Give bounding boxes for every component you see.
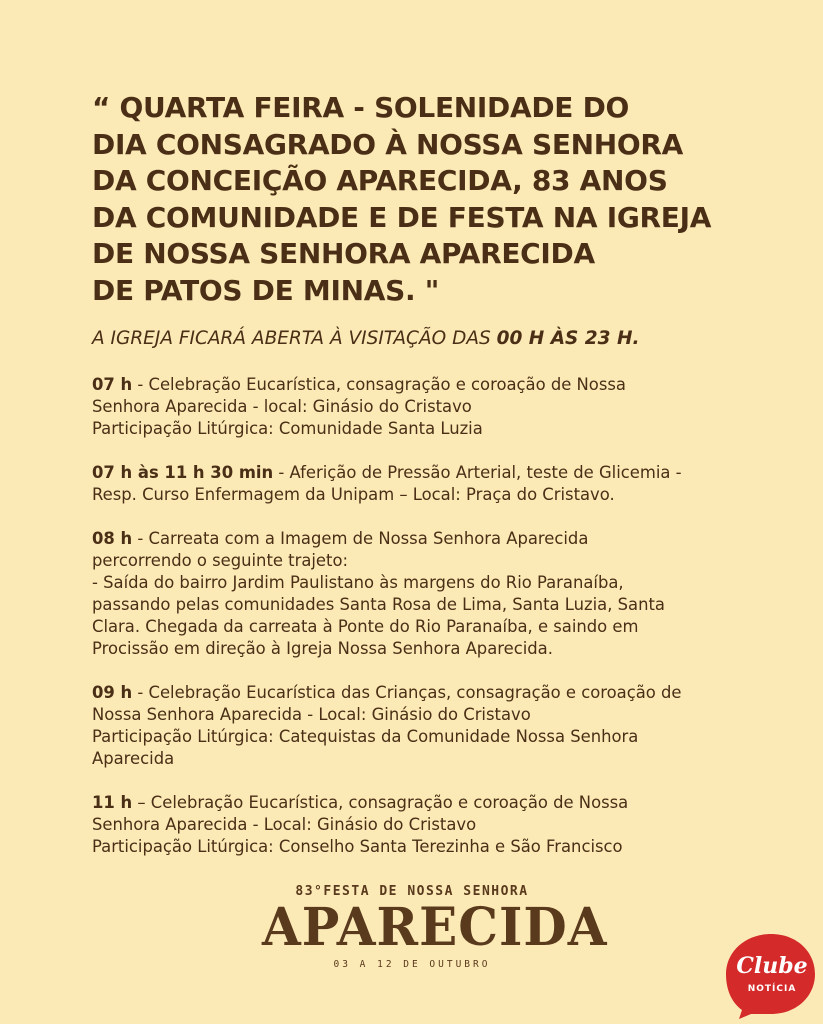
- schedule-item: [92, 528, 772, 660]
- visiting-hours-text: A IGREJA FICARÁ ABERTA À VISITAÇÃO DAS: [92, 328, 497, 349]
- event-text: percorrendo o seguinte trajeto:: [92, 551, 348, 570]
- event-text: - Celebração Eucarística, consagração e coroação de Nossa: [132, 375, 626, 394]
- schedule-item: [92, 792, 772, 858]
- event-text: Participação Litúrgica: Catequistas da Comunidade Nossa Senhora: [92, 727, 639, 746]
- event-time: 11 h: [92, 793, 133, 812]
- headline-line: DA COMUNIDADE E DE FESTA NA IGREJA: [92, 200, 712, 234]
- event-text: Aparecida: [92, 749, 175, 768]
- schedule-item: [92, 682, 772, 770]
- event-text: Senhora Aparecida - local: Ginásio do Cristavo: [92, 397, 472, 416]
- headline-line: DE NOSSA SENHORA APARECIDA: [92, 237, 595, 270]
- clube-noticia-badge: [718, 925, 823, 1024]
- badge-brand: Clube: [736, 953, 808, 979]
- event-text: passando pelas comunidades Santa Rosa de Lima, Santa Luzia, Santa: [92, 595, 665, 614]
- event-text: Resp. Curso Enfermagem da Unipam – Local: Praça do Cristavo.: [92, 485, 615, 504]
- event-time: 09 h: [92, 683, 133, 702]
- event-time: 07 h às 11 h 30 min: [92, 463, 274, 482]
- schedule-item: [92, 374, 772, 440]
- visiting-hours: [92, 328, 640, 349]
- event-text: Participação Litúrgica: Conselho Santa Terezinha e São Francisco: [92, 837, 623, 856]
- visiting-hours-range: 00 H ÀS 23 H.: [496, 328, 640, 349]
- event-text: - Aferição de Pressão Arterial, teste de Glicemia -: [273, 463, 682, 482]
- headline-line: DA CONCEIÇÃO APARECIDA, 83 ANOS: [92, 164, 668, 197]
- event-text: Clara. Chegada da carreata à Ponte do Rio Paranaíba, e saindo em: [92, 617, 639, 636]
- event-text: – Celebração Eucarística, consagração e coroação de Nossa: [132, 793, 629, 812]
- logo-subtitle: 83°FESTA DE NOSSA SENHORA: [295, 884, 529, 899]
- event-time: 07 h: [92, 375, 133, 394]
- event-text: - Saída do bairro Jardim Paulistano às margens do Rio Paranaíba,: [92, 573, 624, 592]
- event-text: Nossa Senhora Aparecida - Local: Ginásio do Cristavo: [92, 705, 531, 724]
- logo-dates: 03 A 12 DE OUTUBRO: [333, 959, 491, 970]
- event-text: Procissão em direção à Igreja Nossa Senhora Aparecida.: [92, 639, 553, 658]
- headline-line: “ QUARTA FEIRA - SOLENIDADE DO: [92, 91, 630, 124]
- headline-line: DE PATOS DE MINAS. ": [92, 273, 440, 307]
- event-text: Participação Litúrgica: Comunidade Santa Luzia: [92, 419, 483, 438]
- event-time: 08 h: [92, 529, 133, 548]
- headline: [92, 90, 752, 309]
- logo-title: APARECIDA: [262, 895, 608, 958]
- headline-line: DIA CONSAGRADO À NOSSA SENHORA: [92, 127, 684, 161]
- schedule-list: [92, 374, 772, 880]
- schedule-item: [92, 462, 772, 506]
- event-text: - Celebração Eucarística das Crianças, consagração e coroação de: [132, 683, 682, 702]
- event-text: Senhora Aparecida - Local: Ginásio do Cristavo: [92, 815, 477, 834]
- festival-logo: [262, 884, 608, 970]
- event-text: - Carreata com a Imagem de Nossa Senhora Aparecida: [132, 529, 589, 548]
- badge-label: NOTÍCIA: [747, 984, 797, 994]
